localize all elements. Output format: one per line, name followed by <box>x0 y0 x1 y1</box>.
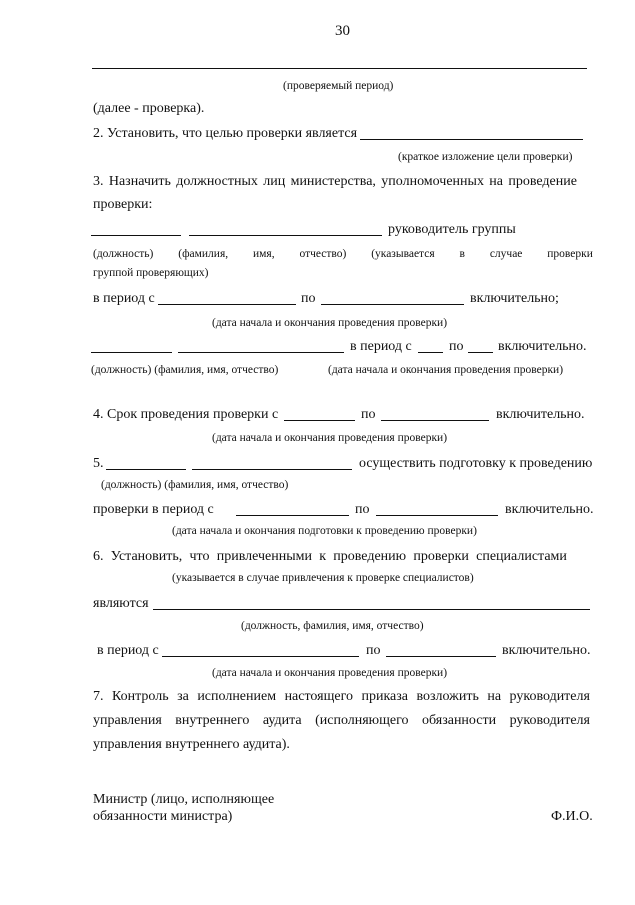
paragraph-4: 4. Срок проведения проверки с <box>93 407 279 422</box>
p6-period-start: в период с <box>97 643 159 658</box>
caption-member-right: (дата начала и окончания проведения проверки) <box>328 364 564 376</box>
caption-p5-dates: (дата начала и окончания подготовки к проведению проверки) <box>172 525 477 537</box>
caption-specialists: (указывается в случае привлечения к проверке специалистов) <box>172 572 474 584</box>
paragraph-3-line2: проверки: <box>93 197 153 212</box>
caption-group: группой проверяющих) <box>93 267 209 279</box>
p6-are: являются <box>93 596 149 611</box>
signature-left-2: обязанности министра) <box>93 809 233 824</box>
paragraph-2: 2. Установить, что целью проверки является <box>93 126 358 141</box>
paragraph-5-text: осуществить подготовку к проведению <box>359 456 593 471</box>
p5-to: по <box>355 502 370 517</box>
blank-line <box>360 139 583 140</box>
blank-line <box>418 352 443 353</box>
period-to-label: по <box>301 291 316 306</box>
paragraph-7-line2: управления внутреннего аудита (исполняющего обязанности руководителя <box>93 713 590 728</box>
blank-line <box>162 656 359 657</box>
p4-end: включительно. <box>496 407 585 422</box>
caption-p5: (должность) (фамилия, имя, отчество) <box>101 479 289 491</box>
member-period-start: в период с <box>350 339 412 354</box>
period-end-label: включительно; <box>470 291 559 306</box>
caption-position-name: (должность) (фамилия, имя, отчество) (указывается в случае проверки <box>93 248 593 260</box>
blank-line <box>284 420 355 421</box>
paragraph-6-line1: 6. Установить, что привлеченными к проведению проверки специалистами <box>93 549 567 564</box>
caption-checked-period: (проверяемый период) <box>283 80 394 92</box>
blank-line <box>158 304 296 305</box>
caption-member-left: (должность) (фамилия, имя, отчество) <box>91 364 279 376</box>
blank-line <box>178 352 344 353</box>
paragraph-7-line3: управления внутреннего аудита). <box>93 737 290 752</box>
blank-line <box>91 235 181 236</box>
blank-line <box>92 68 587 69</box>
blank-line <box>192 469 352 470</box>
p6-end: включительно. <box>502 643 591 658</box>
blank-line <box>381 420 489 421</box>
member-to: по <box>449 339 464 354</box>
page-number: 30 <box>335 23 350 39</box>
caption-p4: (дата начала и окончания проведения проверки) <box>212 432 448 444</box>
period-start-label: в период с <box>93 291 155 306</box>
member-end: включительно. <box>498 339 587 354</box>
paragraph-5-num: 5. <box>93 456 104 471</box>
paragraph-7-line1: 7. Контроль за исполнением настоящего приказа возложить на руководителя <box>93 689 590 704</box>
signature-name: Ф.И.О. <box>551 809 593 824</box>
blank-line <box>91 352 172 353</box>
p6-to: по <box>366 643 381 658</box>
blank-line <box>189 235 382 236</box>
blank-line <box>468 352 493 353</box>
text-after: (далее - проверка). <box>93 101 205 116</box>
p5-line2-start: проверки в период с <box>93 502 214 517</box>
signature-left-1: Министр (лицо, исполняющее <box>93 792 275 807</box>
blank-line <box>376 515 498 516</box>
blank-line <box>106 469 186 470</box>
blank-line <box>153 609 590 610</box>
p4-to: по <box>361 407 376 422</box>
caption-dates: (дата начала и окончания проведения проверки) <box>212 317 448 329</box>
p5-end: включительно. <box>505 502 594 517</box>
caption-p6-dates: (дата начала и окончания проведения проверки) <box>212 667 448 679</box>
blank-line <box>321 304 464 305</box>
group-head-label: руководитель группы <box>388 222 516 237</box>
caption-p6-name: (должность, фамилия, имя, отчество) <box>241 620 424 632</box>
paragraph-3-line1: 3. Назначить должностных лиц министерства, уполномоченных на проведение <box>93 174 577 189</box>
caption-goal: (краткое изложение цели проверки) <box>398 151 573 163</box>
blank-line <box>236 515 349 516</box>
blank-line <box>386 656 496 657</box>
